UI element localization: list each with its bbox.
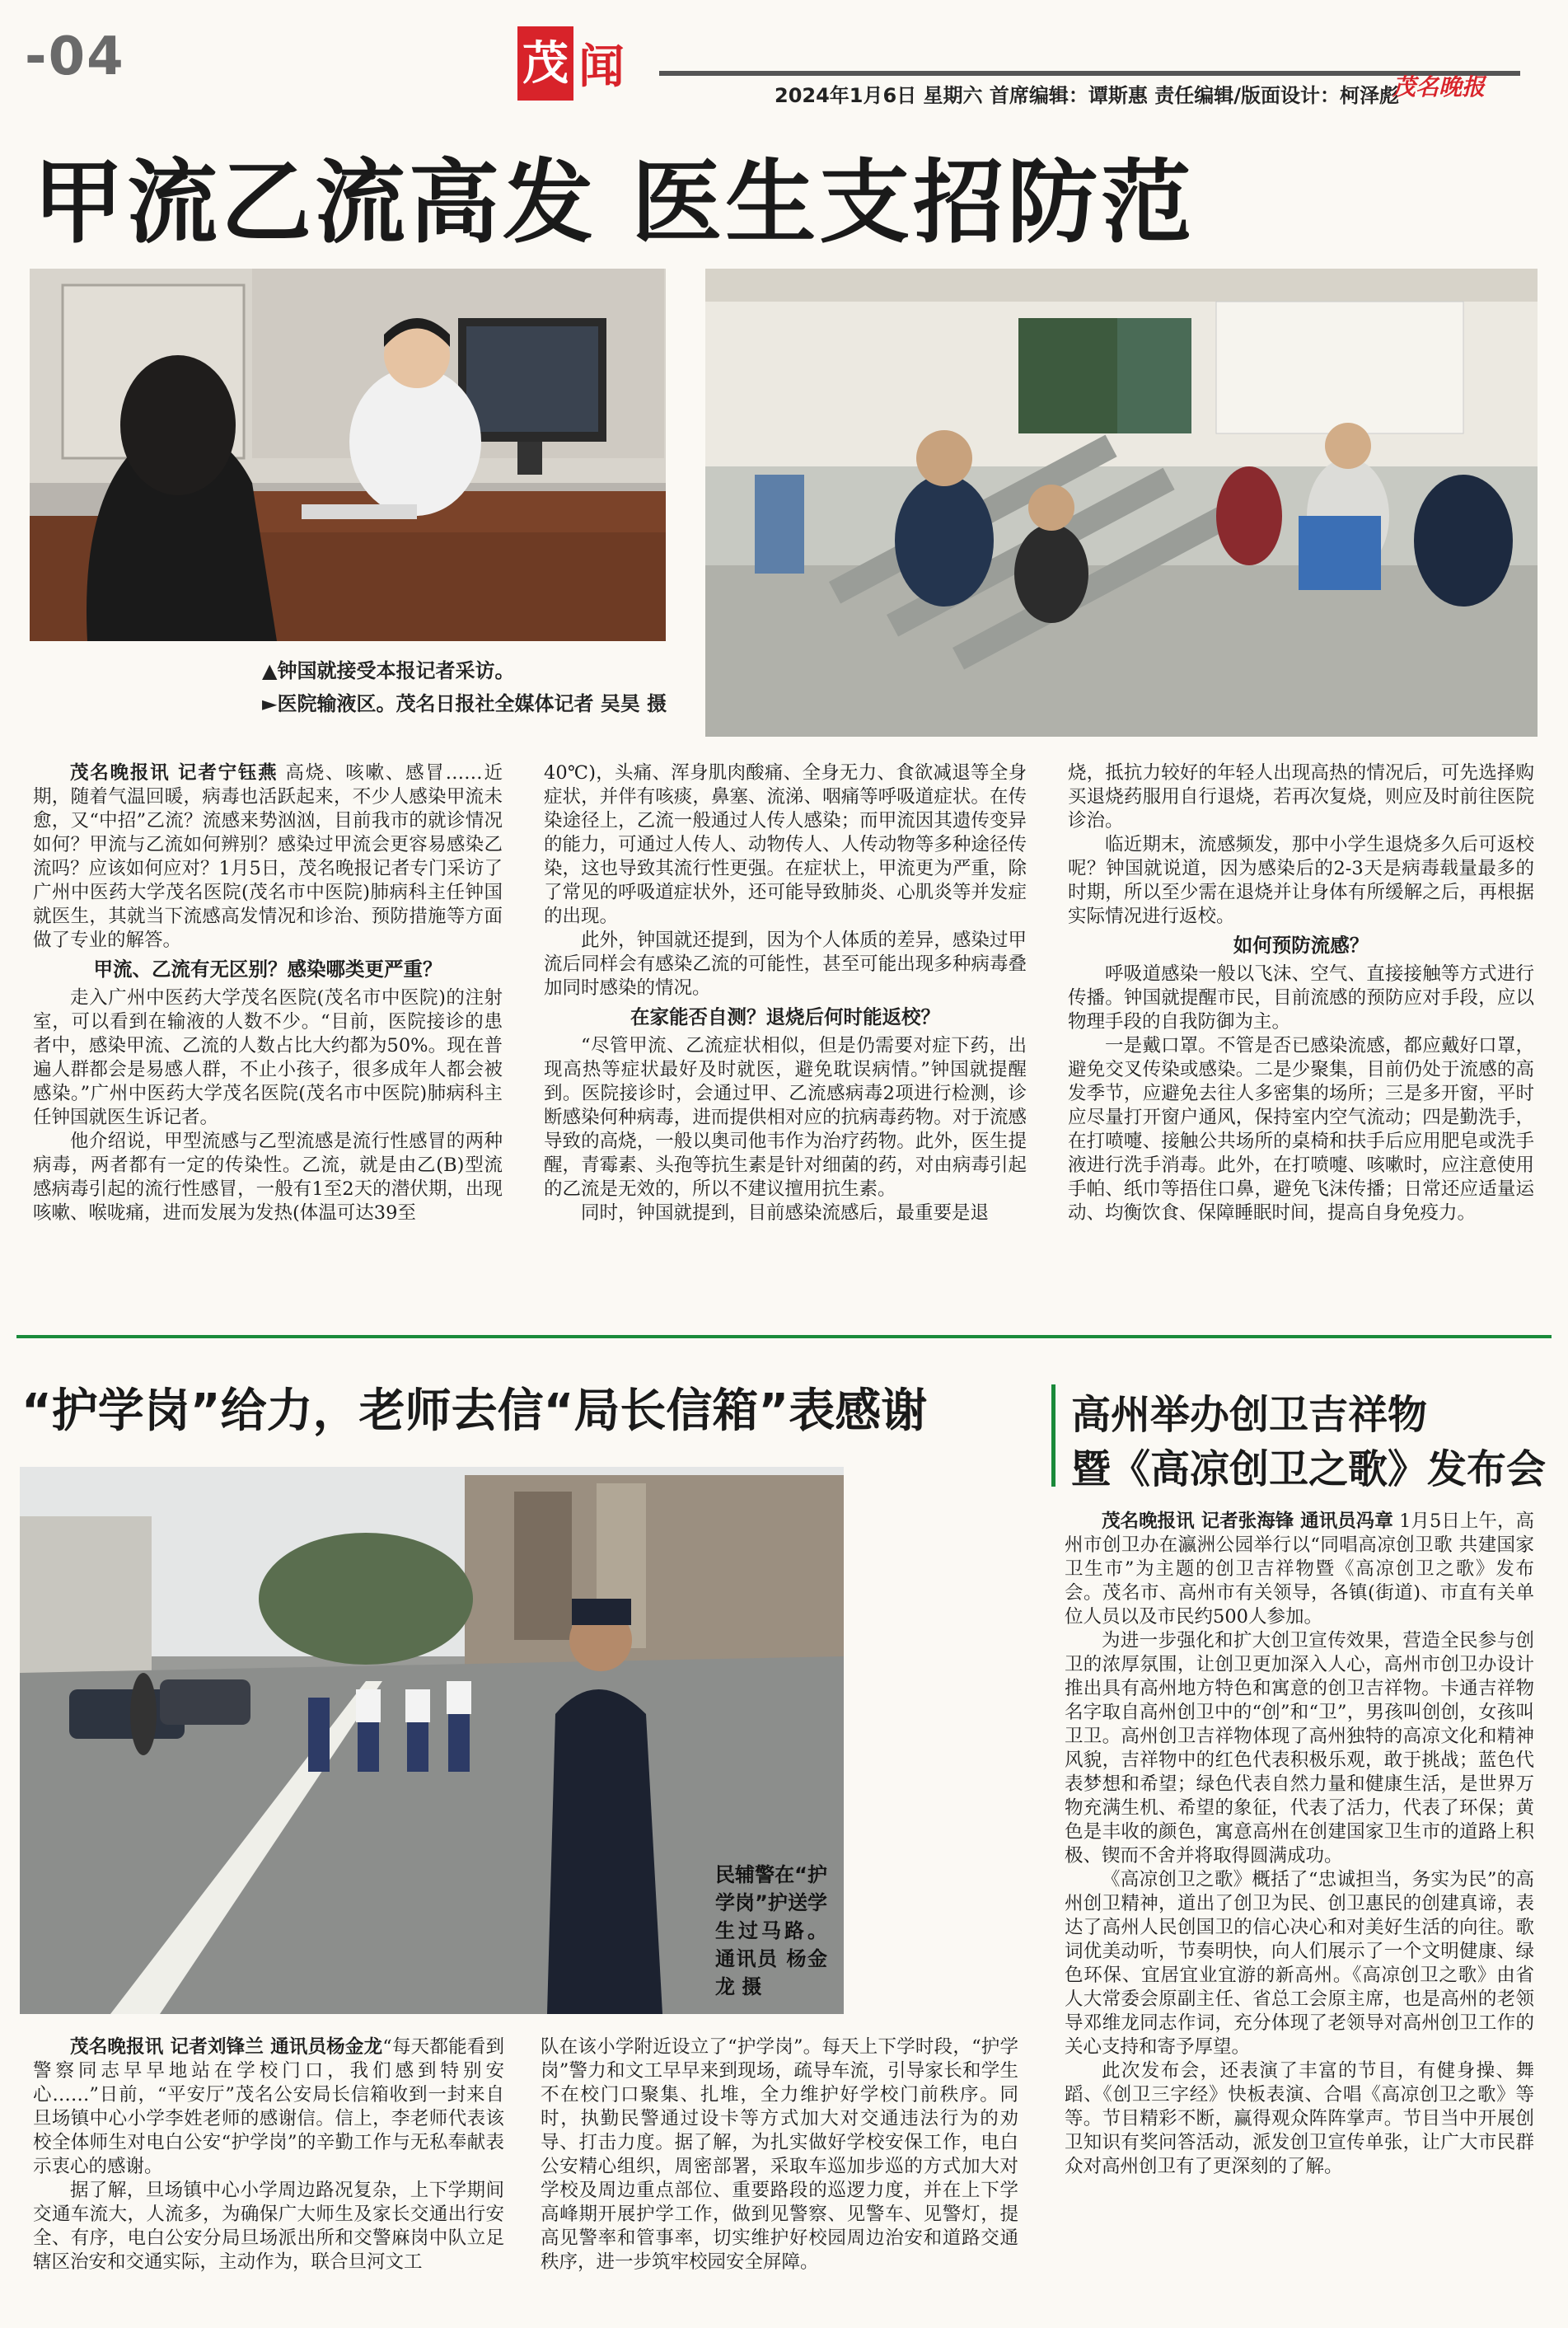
page-number: -04 <box>25 26 125 87</box>
story2-photo-caption: 民辅警在“护学岗”护送学生过马路。 通讯员 杨金龙 摄 <box>715 1863 827 1998</box>
photo-doctor-interview <box>30 269 666 641</box>
section-divider <box>16 1335 1552 1338</box>
story1-column-1 <box>33 761 503 1225</box>
story1-paragraph: 高烧、咳嗽、感冒……近期，随着气温回暖，病毒也活跃起来，不少人感染甲流未愈，又“中招”乙流？流感来势汹汹，目前我市的就诊情况如何？甲流与乙流如何辨别？感染过甲流会更容易感染乙流吗？应该如何应对？1月5日，茂名晚报记者专门采访了广州中医药大学茂名医院(茂名市中医院)肺病科主任钟国就医生，其就当下流感高发情况和诊治、预防措施等方面做了专业的解答。 <box>33 762 503 951</box>
story3-accent-bar <box>1051 1384 1055 1487</box>
section-tag <box>517 26 630 105</box>
story1-paragraph: 40℃)，头痛、浑身肌肉酸痛、全身无力、食欲减退等全身症状，并伴有咳痰，鼻塞、流涕、咽痛等呼吸道症状。在传染途径上，乙流一般通过人传人感染；而甲流因其遗传变异的能力，可通过人传人、动物传人、人传动物等多种途径传染，这也导致其流行性更强。在症状上，甲流更为严重，除了常见的呼吸道症状外，还可能导致肺炎、心肌炎等并发症的出现。 <box>544 762 1027 927</box>
story2-column-1 <box>33 2035 504 2274</box>
story2-column-2 <box>541 2035 1018 2274</box>
story3-byline: 茂名晚报讯 记者张海锋 通讯员冯章 <box>1102 1511 1393 1532</box>
story2-paragraph: 队在该小学附近设立了“护学岗”。每天上下学时段，“护学岗”警力和文工早早来到现场，疏导车流，引导家长和学生不在校门口聚集、扎堆，全力维护好学校门前秩序。同时，执勤民警通过设卡等方式加大对交通违法行为的劝导、打击力度。据了解，为扎实做好学校安保工作，电白公安精心组织，周密部署，采取车巡加步巡的方式加大对学校及周边重点部位、重要路段的巡逻力度，并在上下学高峰期开展护学工作，做到见警察、见警车、见警灯，提高见警率和管事率，切实维护好校园周边治安和道路交通秩序，进一步筑牢校园安全屏障。 <box>541 2036 1018 2273</box>
story1-subhead-2: 在家能否自测？退烧后何时能返校？ <box>630 1005 940 1028</box>
story1-subhead-1: 甲流、乙流有无区别？感染哪类更严重？ <box>93 958 442 981</box>
story2-byline: 茂名晚报讯 记者刘锋兰 通讯员杨金龙 <box>70 2036 383 2058</box>
photo-infusion-area <box>705 269 1538 737</box>
masthead-logo: 茂名晚报 <box>1392 73 1486 101</box>
story1-column-3 <box>1068 761 1534 1225</box>
story3-paragraph: 《高凉创卫之歌》概括了“忠诚担当，务实为民”的高州创卫精神，道出了创卫为民、创卫惠民的创建真谛，表达了高州人民创国卫的信心决心和对美好生活的向往。歌词优美动听，节奏明快，向人们展示了一个文明健康、绿色环保、宜居宜业宜游的新高州。《高凉创卫之歌》由省人大常委会原副主任、省总工会原主席，也是高州的老领导邓维龙同志作词，充分体现了老领导对高州创卫工作的关心支持和寄予厚望。 <box>1065 1869 1534 2058</box>
story3-paragraph: 此次发布会，还表演了丰富的节目，有健身操、舞蹈、《创卫三字经》快板表演、合唱《高凉创卫之歌》等等。节目精彩不断，赢得观众阵阵掌声。节目当中开展创卫知识有奖问答活动，派发创卫宣传单张，让广大市民群众对高州创卫有了更深刻的了解。 <box>1065 2060 1534 2177</box>
section-tag-char2: 闻 <box>578 40 625 94</box>
story1-paragraph: 他介绍说，甲型流感与乙型流感是流行性感冒的两种病毒，两者都有一定的传染性。乙流，就是由乙(B)型流感病毒引起的流行性感冒，一般有1至2天的潜伏期，出现咳嗽、喉咙痛，进而发展为发热(体温可达39至 <box>33 1131 503 1224</box>
story1-paragraph: “尽管甲流、乙流症状相似，但是仍需要对症下药，出现高热等症状最好及时就医，避免耽误病情。”钟国就提醒到。医院接诊时，会通过甲、乙流感病毒2项进行检测，诊断感染何种病毒，进而提供相对应的抗病毒药物。对于流感导致的高烧，一般以奥司他韦作为治疗药物。此外，医生提醒，青霉素、头孢等抗生素是针对细菌的药，对由病毒引起的乙流是无效的，所以不建议擅用抗生素。 <box>544 1035 1027 1200</box>
story1-byline: 茂名晚报讯 记者宁钰燕 <box>70 762 278 784</box>
story3-headline-line1: 高州举办创卫吉祥物 <box>1071 1392 1428 1438</box>
story1-paragraph: 一是戴口罩。不管是否已感染流感，都应戴好口罩，避免交叉传染或感染。二是少聚集，目前仍处于流感的高发季节，应避免去往人多密集的场所；三是多开窗，平时应尽量打开窗户通风，保持室内空气流动；四是勤洗手，在打喷嚏、接触公共场所的桌椅和扶手后应用肥皂或洗手液进行洗手消毒。此外，在打喷嚏、咳嗽时，应注意使用手帕、纸巾等捂住口鼻，避免飞沫传播；日常还应适量运动、均衡饮食、保障睡眠时间，提高自身免疫力。 <box>1068 1035 1534 1224</box>
story3-headline-line2: 暨《高凉创卫之歌》发布会 <box>1071 1446 1547 1492</box>
story3-paragraph: 1月5日上午，高州市创卫办在瀛洲公园举行以“同唱高凉创卫歌 共建国家卫生市”为主题的创卫吉祥物暨《高凉创卫之歌》发布会。茂名市、高州市有关领导，各镇(街道)、市直有关单位人员以及市民约500人参加。 <box>1065 1511 1534 1628</box>
story3-paragraph: 为进一步强化和扩大创卫宣传效果，营造全民参与创卫的浓厚氛围，让创卫更加深入人心，高州市创卫办设计推出具有高州地方特色和寓意的创卫吉祥物。卡通吉祥物名字取自高州创卫中的“创”和“卫”，男孩叫创创，女孩叫卫卫。高州创卫吉祥物体现了高州独特的高凉文化和精神风貌，吉祥物中的红色代表积极乐观，敢于挑战；蓝色代表梦想和希望；绿色代表自然力量和健康生活，是世界万物充满生机、希望的象征，代表了活力，代表了环保；黄色是丰收的颜色，寓意高州在创建国家卫生市的道路上积极、锲而不舍并将取得圆满成功。 <box>1065 1630 1534 1867</box>
story1-column-2 <box>544 761 1027 1225</box>
story1-paragraph: 此外，钟国就还提到，因为个人体质的差异，感染过甲流后同样会有感染乙流的可能性，甚至可能出现多种病毒叠加同时感染的情况。 <box>544 930 1027 999</box>
story2-headline: “护学岗”给力，老师去信“局长信箱”表感谢 <box>21 1384 928 1438</box>
header-date-editors: 2024年1月6日 星期六 首席编辑：谭斯惠 责任编辑/版面设计：柯泽彪 <box>775 84 1400 107</box>
story2-paragraph: “每天都能看到警察同志早早地站在学校门口，我们感到特别安心……”日前，“平安厅”茂名公安局长信箱收到一封来自旦场镇中心小学李姓老师的感谢信。信上，李老师代表该校全体师生对电白公安“护学岗”的辛勤工作与无私奉献表示衷心的感谢。 <box>33 2036 504 2177</box>
photo-caption-2: ►医院输液区。茂名日报社全媒体记者 吴昊 摄 <box>262 692 667 715</box>
story1-paragraph: 走入广州中医药大学茂名医院(茂名市中医院)的注射室，可以看到在输液的人数不少。“目前，医院接诊的患者中，感染甲流、乙流的人数占比大约都为50%。现在普遍人群都会是易感人群，不止小孩子，很多成年人都会被感染。”广州中医药大学茂名医院(茂名市中医院)肺病科主任钟国就医生诉记者。 <box>33 987 503 1128</box>
header-info-bar <box>659 71 1520 107</box>
main-headline: 甲流乙流高发 医生支招防范 <box>33 150 1196 255</box>
photo-caption-1: ▲钟国就接受本报记者采访。 <box>262 659 515 682</box>
story3-column <box>1065 1510 1534 2179</box>
story1-paragraph: 同时，钟国就提到，目前感染流感后，最重要是退 <box>581 1202 990 1224</box>
story1-subhead-3: 如何预防流感？ <box>1233 934 1369 957</box>
story1-paragraph: 临近期末，流感频发，那中小学生退烧多久后可返校呢？钟国就说道，因为感染后的2-3天是病毒载量最多的时期，所以至少需在退烧并让身体有所缓解之后，再根据实际情况进行返校。 <box>1068 834 1534 927</box>
story2-paragraph: 据了解，旦场镇中心小学周边路况复杂，上下学期间交通车流大，人流多，为确保广大师生及家长交通出行安全、有序，电白公安分局旦场派出所和交警麻岗中队立足辖区治安和交通实际，主动作为，联合旦河文工 <box>33 2180 504 2273</box>
section-tag-char1: 茂 <box>517 26 573 101</box>
story1-paragraph: 呼吸道感染一般以飞沫、空气、直接接触等方式进行传播。钟国就提醒市民，目前流感的预防应对手段，应以物理手段的自我防御为主。 <box>1068 963 1534 1033</box>
story1-paragraph: 烧，抵抗力较好的年轻人出现高热的情况后，可先选择购买退烧药服用自行退烧，若再次复烧，则应及时前往医院诊治。 <box>1068 762 1534 831</box>
